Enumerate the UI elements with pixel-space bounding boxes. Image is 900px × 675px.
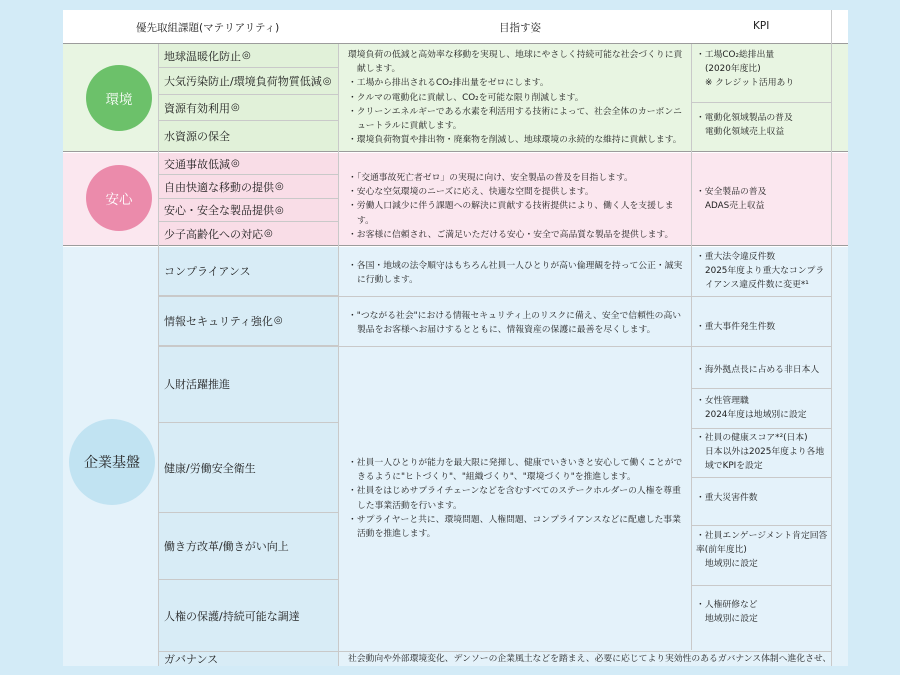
header-theme: 優先取組課題(マテリアリティ) <box>136 22 280 34</box>
kpi-serious-accidents: ・重大災害件数 <box>696 493 758 503</box>
anshin-kpi: ・安全製品の普及 ADAS売上収益 <box>696 187 767 211</box>
header-kpi: KPI <box>753 20 770 32</box>
theme-health-safety: 健康/労働安全衛生 <box>158 423 338 513</box>
theme-safe-products: 安心・安全な製品提供 ◎ <box>158 199 338 222</box>
environment-aim: 環境負荷の低減と高効率な移動を実現し、地球にやさしく持続可能な社会づくりに貢献します。 ・工場から排出されるCO₂排出量をゼロにします。 ・クルマの電動化に貢献し、CO₂を可能な限り削減します。 ・クリーンエネルギーである水素を利活用する技術によって、社会全体のカーボンニュートラルに貢献します。 ・環境負荷物質や排出物・廃棄物を削減し、地球環境の永続的な維持に貢献します。 <box>348 50 683 146</box>
security-kpi: ・重大事件発生件数 <box>696 322 776 332</box>
theme-free-mobility: 自由快適な移動の提供 ◎ <box>158 175 338 199</box>
kpi-non-japanese-heads: ・海外拠点長に占める非日本人 <box>696 365 820 375</box>
theme-global-warming: 地球温暖化防止 ◎ <box>158 44 338 68</box>
header-aim: 目指す姿 <box>499 22 541 34</box>
theme-human-rights: 人権の保護/持続可能な調達 <box>158 580 338 652</box>
anshin-section <box>63 153 848 245</box>
environment-kpi-co2: ・工場CO₂総排出量 (2020年度比) ※ クレジット活用あり <box>696 50 795 88</box>
environment-kpi-electrification: ・電動化領域製品の普及 電動化領域売上収益 <box>696 113 793 137</box>
environment-section <box>63 44 848 151</box>
environment-badge: 環境 <box>86 65 152 131</box>
anshin-aim: ・「交通事故死亡者ゼロ」の実現に向け、安全製品の普及を目指します。 ・安心な空気環境のニーズに応え、快適な空間を提供します。 ・労働人口減少に伴う課題への解決に貢献する技術提供により、働く人を支援します。 ・お客様に信頼され、ご満足いただける安心・安全で高品質な製品を提供します。 <box>348 173 674 240</box>
anshin-badge: 安心 <box>86 165 152 231</box>
governance-aim: 社会動向や外部環境変化、デンソーの企業風土などを踏まえ、必要に応じてより実効性のあるガバナンス体制へ進化させ、 <box>348 654 832 664</box>
kpi-engagement: ・社員エンゲージメント肯定回答率(前年度比) 地域別に設定 <box>696 531 828 569</box>
theme-resource-use: 資源有効利用 ◎ <box>158 95 338 121</box>
compliance-kpi: ・重大法令違反件数 2025年度より重大なコンプライアンス違反件数に変更*¹ <box>696 252 825 290</box>
theme-info-security: 情報セキュリティ強化 ◎ <box>158 296 338 346</box>
security-aim: ・"つながる社会"における情報セキュリティ上のリスクに備え、安全で信頼性の高い製品をお客様へお届けするとともに、情報資産の保護に最善を尽くします。 <box>348 311 682 336</box>
corporate-section <box>63 247 848 666</box>
theme-work-style: 働き方改革/働きがい向上 <box>158 513 338 580</box>
corporate-badge: 企業基盤 <box>69 419 155 505</box>
theme-governance: ガバナンス <box>158 652 338 666</box>
people-aim: ・社員一人ひとりが能力を最大限に発揮し、健康でいきいきと安心して働くことができるように"ヒトづくり"、"組織づくり"、"環境づくり"を推進します。 ・社員をはじめサプライチェーンなどを含むすべてのステークホルダーの人権を尊重した事業活動を行います。 ・サプライヤーと共に、環境問題、人権問題、コンプライアンスなどに配慮した事業活動を推進します。 <box>348 458 683 540</box>
kpi-human-rights-training: ・人権研修など 地域別に設定 <box>696 600 758 624</box>
theme-compliance: コンプライアンス <box>158 247 338 296</box>
kpi-health-score: ・社員の健康スコア*²(日本) 日本以外は2025年度より各地域でKPIを設定 <box>696 433 825 471</box>
materiality-table <box>63 10 848 666</box>
theme-aging-society: 少子高齢化への対応 ◎ <box>158 222 338 245</box>
kpi-female-managers: ・女性管理職 2024年度は地域別に設定 <box>696 396 807 420</box>
theme-water: 水資源の保全 <box>158 121 338 151</box>
theme-traffic-accident: 交通事故低減 ◎ <box>158 153 338 175</box>
theme-air-pollution: 大気汚染防止/環境負荷物質低減 ◎ <box>158 68 338 95</box>
theme-talent: 人財活躍推進 <box>158 346 338 423</box>
table-header <box>63 10 848 45</box>
compliance-aim: ・各国・地域の法令順守はもちろん社員一人ひとりが高い倫理観を持って公正・誠実に行動します。 <box>348 261 683 286</box>
